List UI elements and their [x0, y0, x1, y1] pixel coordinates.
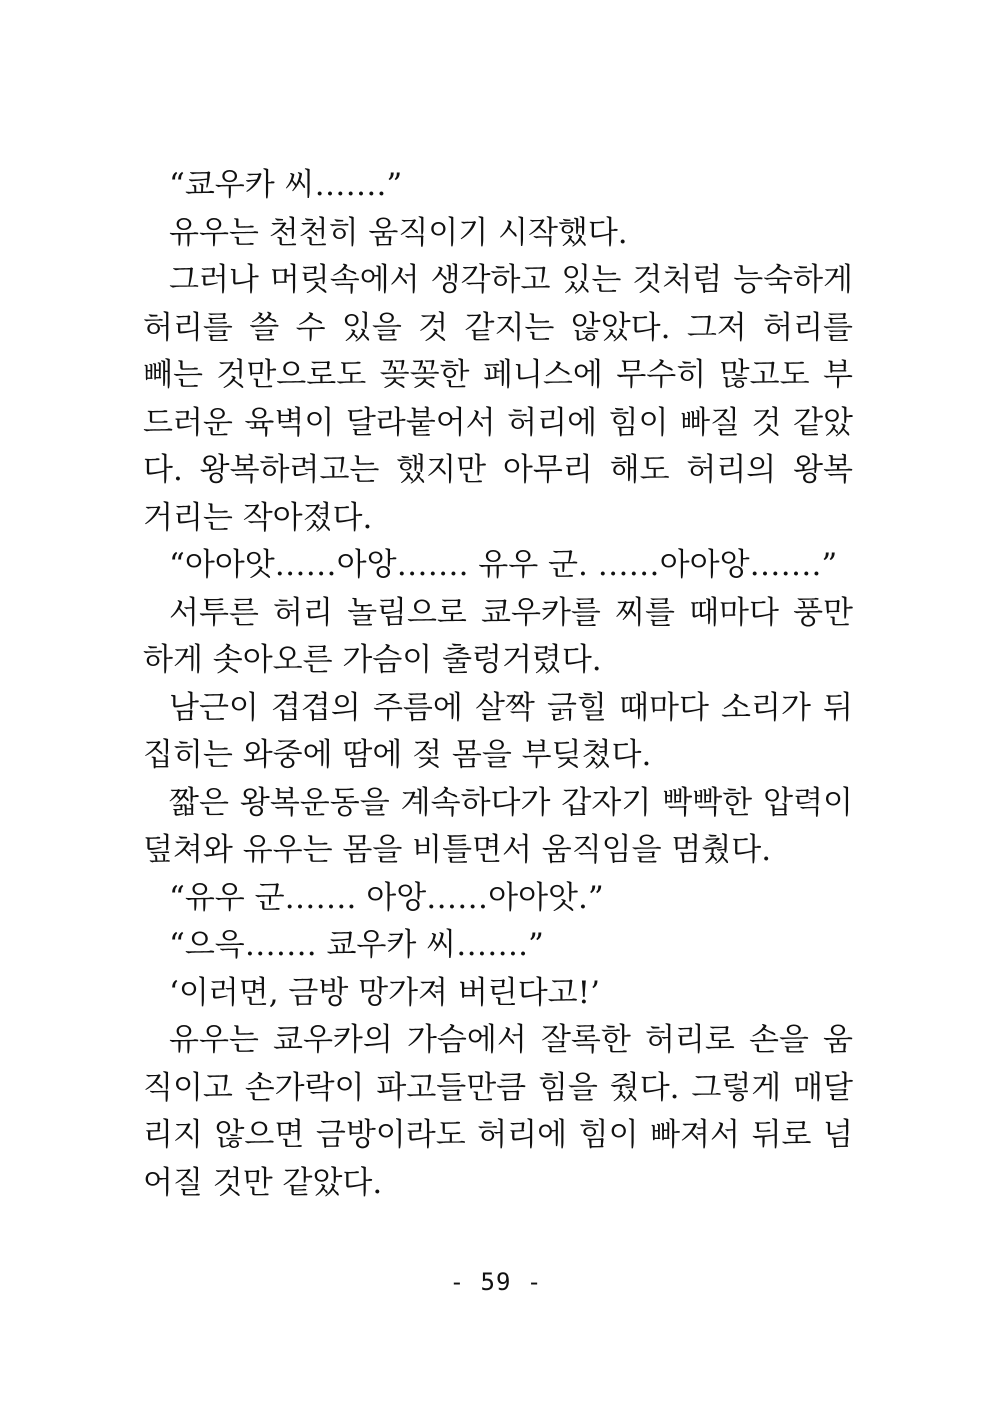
text-line: ‘이러면, 금방 망가져 버린다고!’ — [169, 974, 600, 1011]
page-number: - 59 - — [449, 1268, 543, 1296]
text-line: 유우는 천천히 움직이기 시작했다. — [169, 214, 628, 251]
text-line: “유우 군……. 아앙……아아앗.” — [169, 879, 604, 916]
text-line: 집히는 와중에 땀에 젖 몸을 부딪쳤다. — [143, 737, 652, 773]
text-line: 빼는 것만으로도 꽂꽂한 페니스에 무수히 많고도 부 — [143, 357, 853, 393]
text-line: 어질 것만 같았다. — [143, 1164, 383, 1201]
text-line: 허리를 쓸 수 있을 것 같지는 않았다. 그저 허리를 — [143, 309, 853, 346]
text-line: 서투른 허리 놀림으로 쿄우카를 찌를 때마다 풍만 — [169, 594, 853, 631]
text-line: “아아앗……아앙……. 유우 군. ……아아앙…….” — [169, 547, 838, 583]
text-line: “쿄우카 씨…….” — [169, 167, 403, 203]
text-line: 남근이 겹겹의 주름에 살짝 긁힐 때마다 소리가 뒤 — [169, 689, 853, 726]
body-text — [143, 162, 853, 1207]
text-line: 하게 솟아오른 가슴이 출렁거렸다. — [143, 642, 602, 678]
text-line: 드러운 육벽이 달라붙어서 허리에 힘이 빠질 것 같았 — [143, 404, 853, 441]
text-line: 짧은 왕복운동을 계속하다가 갑자기 빡빡한 압력이 — [169, 784, 853, 821]
text-line: 직이고 손가락이 파고들만큼 힘을 줬다. 그렇게 매달 — [143, 1069, 853, 1106]
text-line: 그러나 머릿속에서 생각하고 있는 것처럼 능숙하게 — [169, 262, 853, 298]
text-line: 리지 않으면 금방이라도 허리에 힘이 빠져서 뒤로 넘 — [143, 1117, 853, 1153]
text-line: 거리는 작아졌다. — [143, 499, 373, 536]
text-line: 다. 왕복하려고는 했지만 아무리 해도 허리의 왕복 — [143, 452, 853, 488]
text-line: 덮쳐와 유우는 몸을 비틀면서 움직임을 멈췄다. — [143, 832, 772, 868]
text-line: 유우는 쿄우카의 가슴에서 잘록한 허리로 손을 움 — [169, 1022, 853, 1058]
text-line: “으윽……. 쿄우카 씨…….” — [169, 927, 544, 963]
